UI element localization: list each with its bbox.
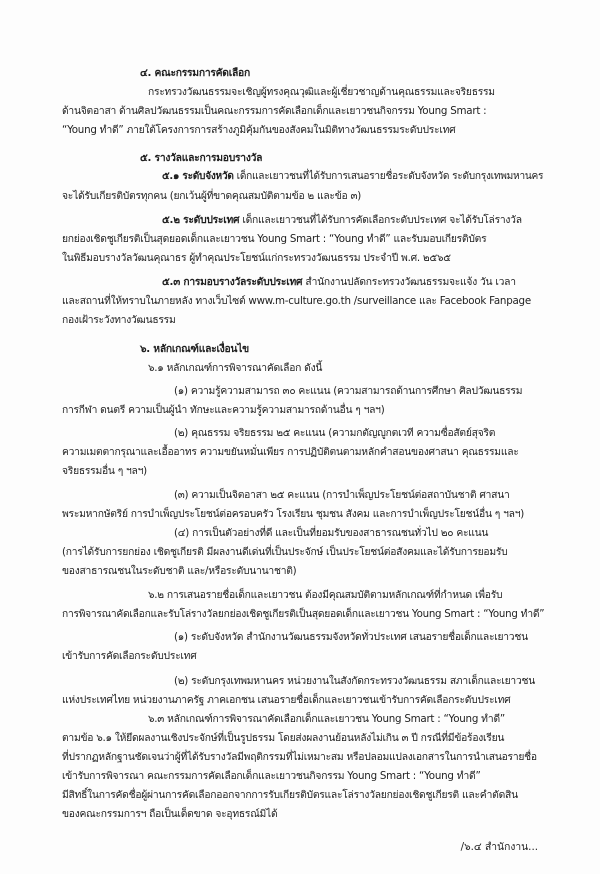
clause-5-1-cont: จะได้รับเกียรติบัตรทุกคน (ยกเว้นผู้ที่ขาดคุณสมบัติตามข้อ ๒ และข้อ ๓) bbox=[62, 190, 362, 202]
clause-6-3-cont-4: มีสิทธิ์ในการคัดชื่อผู้ผ่านการคัดเลือกออกจากการรับเกียรติบัตรและโล่รางวัลยกย่องเชิดชูเกียรติ และคำตัดสิน bbox=[62, 789, 518, 801]
clause-6-2-cont: การพิจารณาคัดเลือกและรับโล่รางวัลยกย่องเชิดชูเกียรติเป็นสุดยอดเด็กและเยาวชน Young Smart : “Young ทำดี” bbox=[62, 608, 545, 620]
nomination-2-cont: แห่งประเทศไทย หน่วยงานภาครัฐ ภาคเอกชน เสนอรายชื่อเด็กและเยาวชนเข้ารับการคัดเลือกระดับประเทศ bbox=[62, 694, 511, 706]
clause-5-3-text: สำนักงานปลัดกระทรวงวัฒนธรรมจะแจ้ง วัน เวลา bbox=[305, 276, 516, 288]
criteria-1-cont: การกีฬา ดนตรี ความเป็นผู้นำ ทักษะและความรู้ความสามารถด้านอื่น ๆ ฯลฯ) bbox=[62, 404, 385, 416]
clause-5-3-cont-2: กองเฝ้าระวังทางวัฒนธรรม bbox=[62, 314, 176, 326]
clause-6-3-cont-5: ของคณะกรรมการฯ ถือเป็นเด็ดขาด จะอุทธรณ์มิได้ bbox=[62, 808, 278, 820]
criteria-3: (๓) ความเป็นจิตอาสา ๒๕ คะแนน (การบำเพ็ญประโยชน์ต่อสถาบันชาติ ศาสนา bbox=[174, 489, 510, 501]
clause-5-2-text: เด็กและเยาวชนที่ได้รับการคัดเลือกระดับประเทศ จะได้รับโล่รางวัล bbox=[242, 214, 522, 226]
clause-5-2 bbox=[162, 213, 522, 227]
clause-5-3 bbox=[162, 275, 516, 289]
clause-5-2-label: ๕.๒ ระดับประเทศ bbox=[162, 214, 240, 226]
criteria-1: (๑) ความรู้ความสามารถ ๓๐ คะแนน (ความสามารถด้านการศึกษา ศิลปวัฒนธรรม bbox=[174, 385, 523, 397]
criteria-3-cont: พระมหากษัตริย์ การบำเพ็ญประโยชน์ต่อครอบครัว โรงเรียน ชุมชน สังคม และการบำเพ็ญประโยชน์อื่น ๆ ฯลฯ) bbox=[62, 508, 524, 520]
continued-footer: /๖.๔ สำนักงาน... bbox=[460, 841, 538, 853]
clause-5-2-cont-2: ในพิธีมอบรางวัลวัฒนคุณาธร ผู้ทำคุณประโยชน์แก่กระทรวงวัฒนธรรม ประจำปี พ.ศ. ๒๕๖๕ bbox=[62, 252, 451, 264]
clause-5-3-label: ๕.๓ การมอบรางวัลระดับประเทศ bbox=[162, 276, 303, 288]
clause-5-2-cont-1: ยกย่องเชิดชูเกียรติเป็นสุดยอดเด็กและเยาวชน Young Smart : “Young ทำดี” และรับมอบเกียรติบัตร bbox=[62, 233, 487, 245]
clause-6-3-cont-3: เข้ารับการพิจารณา คณะกรรมการคัดเลือกเด็กและเยาวชนกิจกรรม Young Smart : “Young ทำดี” bbox=[62, 770, 481, 782]
clause-6-3-cont-1: ตามข้อ ๖.๑ ให้ยึดผลงานเชิงประจักษ์ที่เป็นรูปธรรม โดยส่งผลงานย้อนหลังไม่เกิน ๓ ปี กรณีที่มีข้อร้องเรียน bbox=[62, 732, 505, 744]
criteria-4-cont-1: (การได้รับการยกย่อง เชิดชูเกียรติ มีผลงานดีเด่นที่เป็นประจักษ์ เป็นประโยชน์ต่อสังคมและได้รับการยอมรับ bbox=[62, 546, 508, 558]
clause-6-3: ๖.๓ หลักเกณฑ์การพิจารณาคัดเลือกเด็กและเยาวชน Young Smart : “Young ทำดี” bbox=[148, 713, 505, 725]
section-4-heading: ๔. คณะกรรมการคัดเลือก bbox=[140, 67, 250, 79]
section-4-line-2: ด้านจิตอาสา ด้านศิลปวัฒนธรรมเป็นคณะกรรมการคัดเลือกเด็กและเยาวชนกิจกรรม Young Smart : bbox=[62, 105, 487, 117]
criteria-4: (๔) การเป็นตัวอย่างที่ดี และเป็นที่ยอมรับของสาธารณชนทั่วไป ๒๐ คะแนน bbox=[174, 527, 489, 539]
clause-5-1-text: เด็กและเยาวชนที่ได้รับการเสนอรายชื่อระดับจังหวัด ระดับกรุงเทพมหานคร bbox=[236, 171, 544, 182]
criteria-4-cont-2: ของสาธารณชนในระดับชาติ และ/หรือระดับนานาชาติ) bbox=[62, 565, 297, 577]
clause-5-1 bbox=[162, 170, 543, 184]
nomination-1-cont: เข้ารับการคัดเลือกระดับประเทศ bbox=[62, 650, 197, 662]
clause-5-1-label: ๕.๑ ระดับจังหวัด bbox=[162, 171, 234, 182]
nomination-2: (๒) ระดับกรุงเทพมหานคร หน่วยงานในสังกัดกระทรวงวัฒนธรรม สภาเด็กและเยาวชน bbox=[174, 675, 536, 687]
clause-6-1: ๖.๑ หลักเกณฑ์การพิจารณาคัดเลือก ดังนี้ bbox=[148, 362, 323, 374]
section-4-line-1: กระทรวงวัฒนธรรมจะเชิญผู้ทรงคุณวุฒิและผู้เชี่ยวชาญด้านคุณธรรมและจริยธรรม bbox=[148, 86, 495, 98]
clause-6-3-cont-2: ที่ปรากฏหลักฐานชัดเจนว่าผู้ที่ได้รับรางวัลมีพฤติกรรมที่ไม่เหมาะสม หรือปลอมแปลงเอกสารในการนำเสนอรายชื่อ bbox=[62, 751, 537, 763]
criteria-2: (๒) คุณธรรม จริยธรรม ๒๕ คะแนน (ความกตัญญูกตเวที ความซื่อสัตย์สุจริต bbox=[174, 427, 496, 439]
nomination-1: (๑) ระดับจังหวัด สำนักงานวัฒนธรรมจังหวัดทั่วประเทศ เสนอรายชื่อเด็กและเยาวชน bbox=[174, 631, 528, 643]
section-6-heading: ๖. หลักเกณฑ์และเงื่อนไข bbox=[140, 343, 249, 355]
clause-5-3-cont-1: และสถานที่ให้ทราบในภายหลัง ทางเว็บไซต์ www.m-culture.go.th /surveillance และ Facebook Fanpage bbox=[62, 295, 531, 307]
clause-6-2: ๖.๒ การเสนอรายชื่อเด็กและเยาวชน ต้องมีคุณสมบัติตามหลักเกณฑ์ที่กำหนด เพื่อรับ bbox=[148, 589, 503, 601]
section-4-line-3: “Young ทำดี” ภายใต้โครงการการสร้างภูมิคุ้มกันของสังคมในมิติทางวัฒนธรรมระดับประเทศ bbox=[62, 124, 456, 136]
section-5-heading: ๕. รางวัลและการมอบรางวัล bbox=[140, 152, 263, 164]
criteria-2-cont-1: ความเมตตากรุณาและเอื้ออาทร ความขยันหมั่นเพียร การปฏิบัติตนตามหลักคำสอนของศาสนา คุณธรรมและ bbox=[62, 446, 519, 458]
criteria-2-cont-2: จริยธรรมอื่น ๆ ฯลฯ) bbox=[62, 465, 147, 477]
